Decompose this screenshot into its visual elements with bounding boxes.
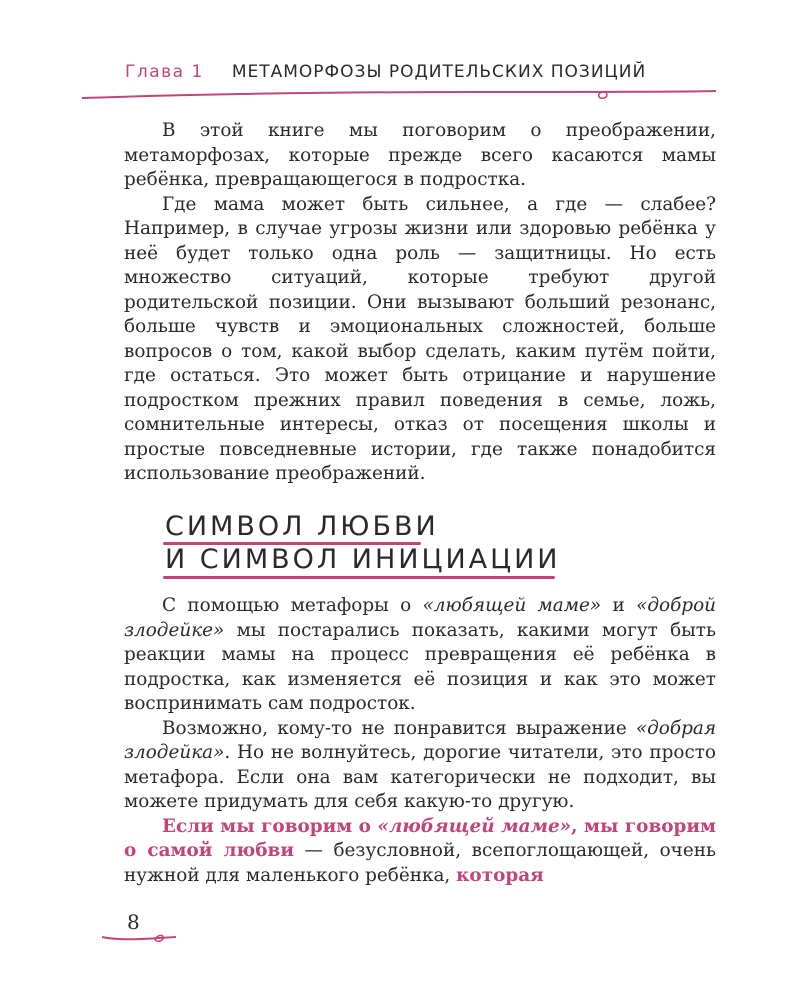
paragraph: В этой книге мы поговорим о преображении, метаморфозах, которые прежде всего касаются мамы ребёнка, превращающегося в подростка. <box>124 120 716 190</box>
metaphor-term: «добрая злодейка» <box>124 717 716 763</box>
section-heading-line1: СИМВОЛ ЛЮБВИ <box>165 511 439 542</box>
paragraph: Если мы говорим о «любящей маме», мы говорим о самой любви — безусловной, всепоглощающей, очень нужной для маленького ребёнка, которая <box>124 815 716 886</box>
paragraph: Где мама может быть сильнее, а где — слабее? Например, в случае угрозы жизни или здоровью ребёнка у неё будет только одна роль — защитницы. Но есть множество ситуаций, которые требуют другой родительской позиции. Они вызывают больший резонанс, больше чувств и эмоциональных сложностей, больше вопросов о том, какой выбор сделать, каким путём пойти, где остаться. Это может быть отрицание и нарушение подростком прежних правил поведения в семье, ложь, сомнительные интересы, отказ от посещения школы и простые повседневные истории, где также понадобится использование преображений. <box>124 193 716 484</box>
paragraph: С помощью метафоры о «любящей маме» и «доброй злодейке» мы постарались показать, какими могут быть реакции мамы на процесс превращения её ребёнка в подростка, как изменяется её позиция и как это может воспринимать сам подросток. <box>124 595 716 714</box>
footer-flourish <box>100 925 180 945</box>
header-rule <box>80 88 720 108</box>
chapter-label: Глава 1 <box>125 62 204 82</box>
highlight-term: «любящей маме» <box>377 815 572 837</box>
body-text <box>124 594 716 888</box>
metaphor-term: «доброй злодейке» <box>124 595 716 641</box>
highlight-text: которая <box>456 864 544 886</box>
page-number: 8 <box>127 910 140 934</box>
highlight-text: Если мы говорим о <box>162 815 378 837</box>
paragraph: Возможно, кому-то не понравится выражение «добрая злодейка». Но не волнуйтесь, дорогие читатели, это просто метафора. Если она вам категорически не подходит, вы можете придумать для себя какую-то другую. <box>124 717 716 812</box>
running-header <box>125 62 715 82</box>
intro-text <box>124 119 716 487</box>
section-heading-line2: И СИМВОЛ ИНИЦИАЦИИ <box>165 544 561 575</box>
chapter-title: МЕТАМОРФОЗЫ РОДИТЕЛЬСКИХ ПОЗИЦИЙ <box>231 62 647 82</box>
highlight-text: , мы говорим о самой любви <box>124 815 716 861</box>
heading-underline <box>163 576 555 579</box>
metaphor-term: «любящей маме» <box>422 595 602 616</box>
